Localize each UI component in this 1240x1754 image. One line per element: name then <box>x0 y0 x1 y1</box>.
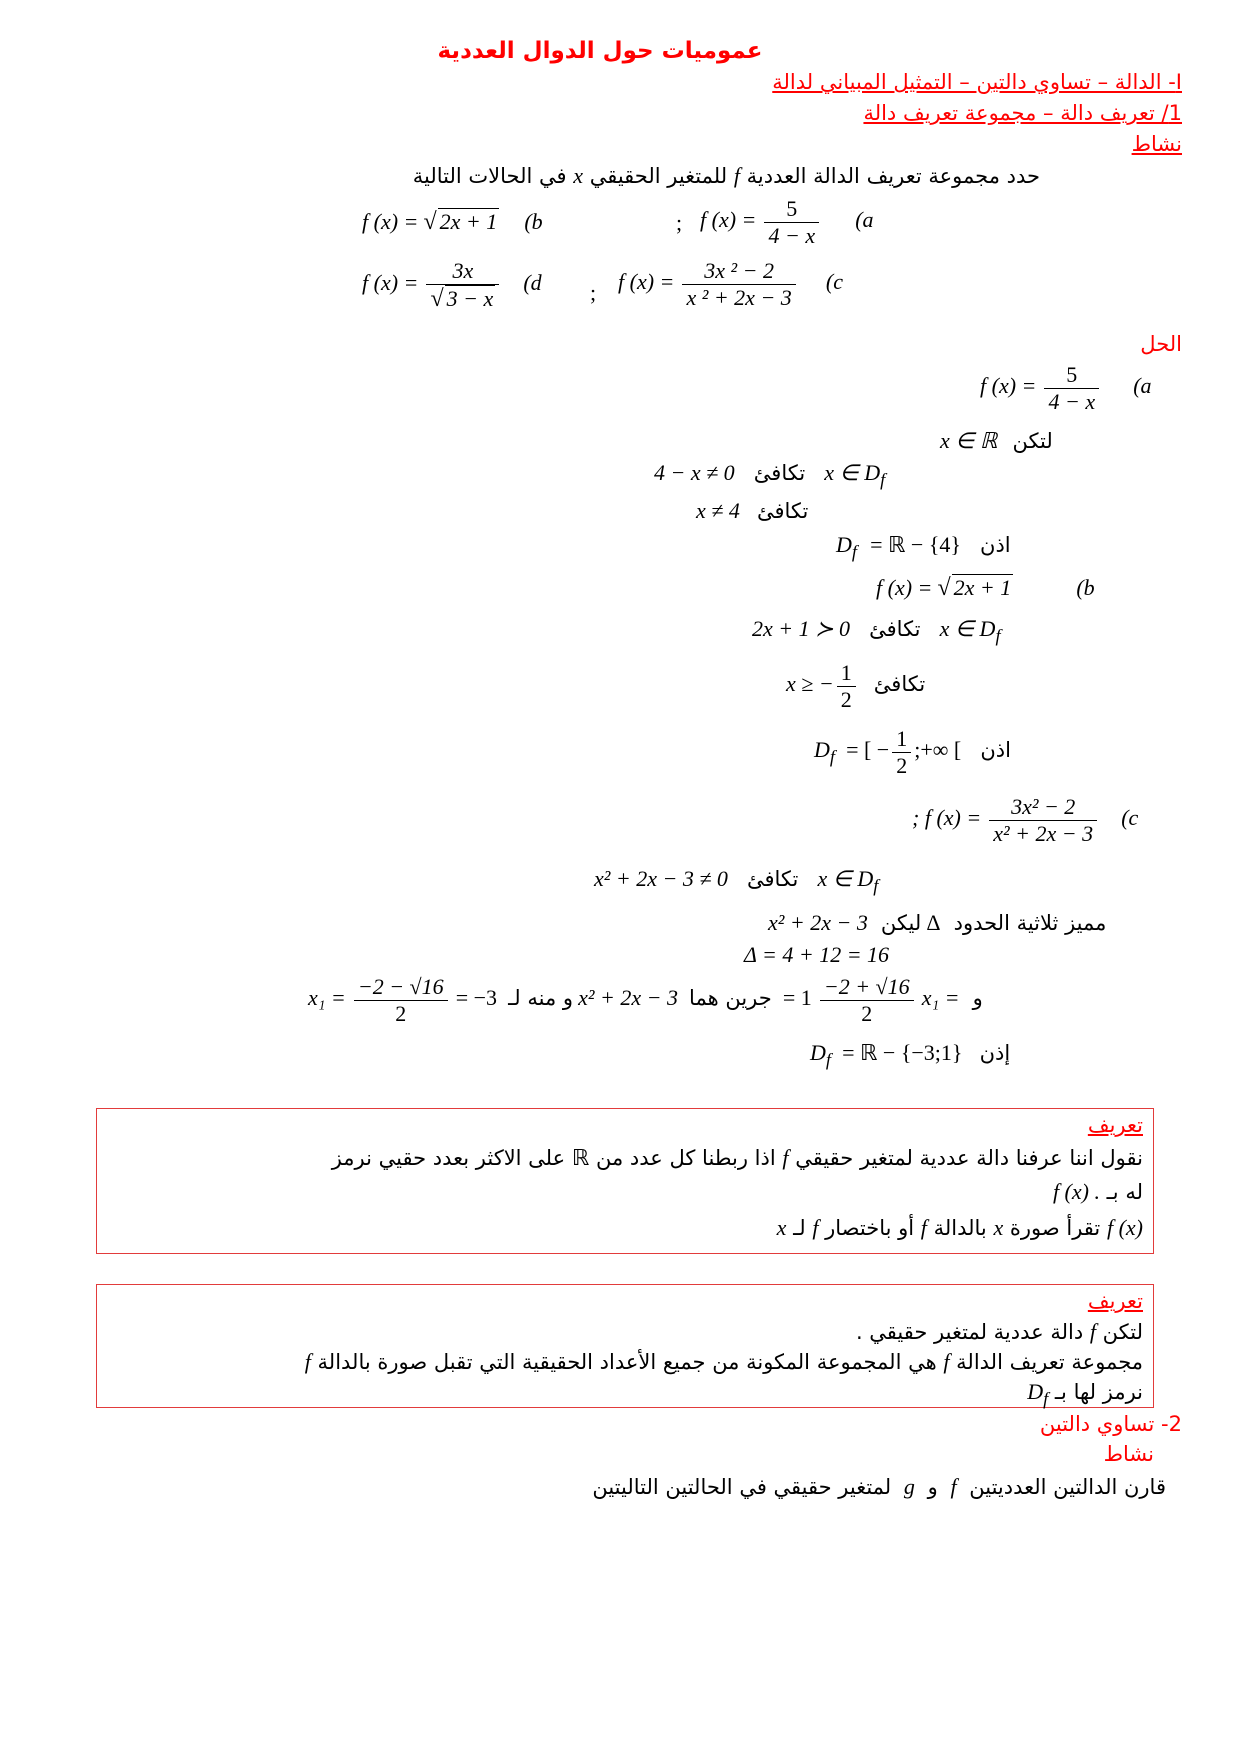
sol-b-result-num: 1 <box>896 726 908 751</box>
sol-b-equiv-word-2: تكافئ <box>873 672 926 696</box>
sol-c-den: x² + 2x − 3 <box>989 820 1097 847</box>
section-2-activity-label: نشاط <box>1103 1442 1154 1466</box>
sol-c-lhs: ; f (x) = <box>912 805 982 830</box>
def1-var-f: f <box>782 1145 789 1170</box>
definition-2-line-3 <box>1027 1379 1143 1409</box>
sol-a-cond1-left: x ∈ D <box>824 460 881 485</box>
sol-c-sub-f: f <box>873 875 879 896</box>
def2-line3-D: D <box>1027 1379 1044 1404</box>
section-1-heading: I- الدالة – تساوي دالتين – التمثيل المبياني لدالة <box>772 70 1182 94</box>
solution-b-definition: f (x) = √ 2x + 1 (b <box>876 575 1095 601</box>
def2-line1-b: دالة عددية لمتغير حقيقي . <box>855 1320 1084 1344</box>
prompt-text-a: حدد مجموعة تعريف الدالة العددية <box>746 164 1040 188</box>
sol-b-radicand: 2x + 1 <box>953 575 1012 600</box>
def1-line3-b: بالدالة <box>933 1216 987 1240</box>
sol-c-then-word: إذن <box>979 1041 1011 1065</box>
sol-c-result <box>810 1040 1010 1070</box>
sol-a-result-D: D <box>836 532 852 557</box>
def1-line3-expr: f (x) <box>1106 1215 1143 1240</box>
sol-a-result <box>836 532 1011 562</box>
item-a-label: (a <box>855 207 874 232</box>
sol-c-result-D: D <box>810 1040 826 1065</box>
definition-1-line-1 <box>332 1145 1143 1171</box>
sol-b-result-den: 2 <box>892 752 911 779</box>
sol-b-cond1-right: 2x + 1 ≻ 0 <box>752 616 851 641</box>
sol-b-result-rhs-a: = [ − <box>846 737 890 762</box>
def2-line1-a: لتكن <box>1102 1320 1143 1344</box>
s2-prompt-b: لمتغير حقيقي في الحالتين التاليتين <box>592 1475 892 1499</box>
item-d-label: (d <box>523 269 542 295</box>
item-c-den: x ² + 2x − 3 <box>682 284 795 311</box>
def1-line3-c: أو باختصار <box>825 1216 915 1240</box>
s2-var-f: f <box>950 1474 957 1499</box>
def2-line2-a: مجموعة تعريف الدالة <box>956 1350 1143 1374</box>
def1-var-x: x <box>993 1215 1004 1240</box>
sol-c-root1-num: −2 + √16 <box>823 974 910 999</box>
sol-b-then-word: اذن <box>980 738 1011 762</box>
item-separator-1: ; <box>676 210 683 235</box>
def2-line2-b: هي المجموعة المكونة من جميع الأعداد الحقيقية التي تقبل صورة بالدالة <box>317 1350 937 1374</box>
item-d-fraction: $\frac{3x}{√ 3 - x}$ <box>426 258 499 312</box>
s2-prompt-and: و <box>927 1475 938 1499</box>
sol-c-label: (c <box>1121 805 1139 830</box>
sol-b-result-D: D <box>814 737 830 762</box>
sol-c-delta-calc: Δ = 4 + 12 = 16 <box>744 942 890 967</box>
sol-c-root2-num: −2 − √16 <box>357 974 444 999</box>
definition-box-2 <box>96 1284 1154 1408</box>
definition-1-heading: تعريف <box>1087 1113 1143 1137</box>
sol-c-root1-lhs: x₁ = <box>921 985 960 1010</box>
def1-line2-expr: f (x) . <box>1052 1179 1100 1204</box>
subsection-1-heading: 1/ تعريف دالة – مجموعة تعريف دالة <box>863 101 1182 125</box>
sol-c-let-word: ليكن <box>880 911 922 935</box>
sol-c-equiv-word: تكافئ <box>746 867 799 891</box>
sol-c-delta-sym: Δ <box>926 910 941 935</box>
item-c-num: 3x ² − 2 <box>704 258 774 283</box>
item-c <box>618 258 843 311</box>
item-c-lhs: f (x) = <box>618 269 675 294</box>
section-2-heading: 2- تساوي دالتين <box>1039 1412 1182 1436</box>
sol-a-result-sub: f <box>851 541 857 562</box>
def2-line3-sub: f <box>1043 1388 1049 1409</box>
activity-label: نشاط <box>1131 132 1182 156</box>
sol-a-cond1-right: 4 − x ≠ 0 <box>654 460 735 485</box>
item-b-label: (b <box>524 209 543 234</box>
sol-b-lhs: f (x) = <box>876 575 933 600</box>
definition-2-heading: تعريف <box>1087 1289 1143 1313</box>
sol-a-result-rhs: = ℝ − {4} <box>870 532 961 557</box>
s2-prompt-a: قارن الدالتين العدديتين <box>969 1475 1166 1499</box>
sol-c-roots-line <box>308 974 991 1027</box>
sol-b-cond1 <box>752 616 1001 646</box>
item-a-num: 5 <box>786 196 798 221</box>
definition-1-line-2 <box>1053 1179 1143 1205</box>
sol-a-cond2 <box>696 498 808 524</box>
item-c-label: (c <box>825 269 843 294</box>
solution-c-definition <box>912 794 1138 847</box>
item-separator-2: ; <box>590 280 597 305</box>
item-a-lhs: f (x) = <box>700 207 757 232</box>
sol-a-cond2-expr: x ≠ 4 <box>696 498 740 523</box>
def1-var-f-2: f <box>920 1215 927 1240</box>
item-b-lhs: f (x) = <box>362 209 419 234</box>
item-b: f (x) = √ 2x + 1 (b <box>362 209 543 235</box>
prompt-text-c: في الحالات التالية <box>412 164 567 188</box>
def1-line1-c: على الاكثر بعدد حقيي نرمز <box>331 1146 566 1170</box>
def1-line1-a: نقول اننا عرفنا دالة عددية لمتغير حقيقي <box>795 1146 1143 1170</box>
sol-c-root1-den: 2 <box>820 1000 914 1027</box>
def1-line3-d: لـ <box>793 1216 806 1240</box>
sol-b-cond2-left: x ≥ − <box>786 671 834 696</box>
sol-b-cond2 <box>786 660 925 713</box>
def1-R: ℝ <box>571 1145 590 1170</box>
item-a-den: 4 − x <box>764 222 819 249</box>
sol-a-let-word: لتكن <box>1012 429 1053 453</box>
sol-b-result-rhs-b: ;+∞ [ <box>914 737 962 762</box>
sol-c-roots-mid: جرين هما <box>689 986 772 1010</box>
item-d-den-radicand: 3 − x <box>446 286 494 311</box>
sol-a-lhs: f (x) = <box>980 373 1037 398</box>
sol-c-and-word: و <box>972 986 983 1010</box>
def1-line3-a: تقرأ صورة <box>1009 1216 1101 1240</box>
definition-2-line-1 <box>856 1319 1143 1345</box>
sol-a-then-word: اذن <box>980 533 1011 557</box>
sol-c-root2-den: 2 <box>354 1000 448 1027</box>
section-2-prompt <box>592 1474 1166 1500</box>
item-d <box>362 258 542 312</box>
var-x: x <box>573 163 583 188</box>
item-a <box>700 196 874 249</box>
sol-b-result <box>814 726 1011 779</box>
sol-a-den: 4 − x <box>1044 388 1099 415</box>
sol-a-let-expr: x ∈ ℝ <box>940 428 998 453</box>
sol-a-equiv-word: تكافئ <box>753 461 806 485</box>
def2-line3-a: نرمز لها بـ <box>1054 1380 1143 1404</box>
sol-c-trinomial: x² + 2x − 3 <box>768 910 868 935</box>
sol-a-let <box>940 428 1053 454</box>
sol-c-cond1-right: x² + 2x − 3 ≠ 0 <box>594 866 728 891</box>
sol-c-root2-val: = −3 <box>455 985 498 1010</box>
item-b-radicand: 2x + 1 <box>439 209 498 234</box>
item-a-fraction <box>764 196 819 249</box>
sol-a-equiv-word-2: تكافئ <box>756 499 809 523</box>
sol-b-result-sub: f <box>829 746 835 767</box>
def1-line1-b: اذا ربطنا كل عدد من <box>595 1146 776 1170</box>
definition-2-line-2 <box>305 1349 1143 1375</box>
definition-1-line-3 <box>777 1215 1143 1241</box>
item-d-lhs: f (x) = <box>362 269 419 295</box>
def2-var-f-2: f <box>943 1349 950 1374</box>
sol-c-root2-lhs: x₁ = <box>308 985 346 1010</box>
sol-c-result-rhs: = ℝ − {−3;1} <box>842 1040 963 1065</box>
def1-line2-a: له بـ <box>1106 1180 1143 1204</box>
def2-var-f: f <box>1089 1319 1096 1344</box>
def1-var-f-3: f <box>812 1215 819 1240</box>
solution-a-definition <box>980 362 1152 415</box>
sol-a-num: 5 <box>1066 362 1078 387</box>
sol-c-delta-line <box>768 910 1114 936</box>
sol-c-trinomial-2: x² + 2x − 3 <box>578 985 678 1010</box>
sol-b-equiv-word: تكافئ <box>869 617 921 641</box>
sol-c-num: 3x² − 2 <box>1011 794 1076 819</box>
sol-b-label: (b <box>1076 575 1095 600</box>
def2-var-f-3: f <box>304 1349 311 1374</box>
sol-c-roots-prefix: و منه لـ <box>508 986 574 1010</box>
page-title: عموميات حول الدوال العددية <box>437 38 763 64</box>
sol-c-result-sub: f <box>825 1049 831 1070</box>
sol-c-root1-val: = 1 <box>782 985 812 1010</box>
prompt-text-b: للمتغير الحقيقي <box>589 164 728 188</box>
activity-prompt <box>413 163 1040 189</box>
sol-b-cond1-left: x ∈ D <box>939 616 996 641</box>
sol-b-sub-f: f <box>995 625 1001 646</box>
solution-label: الحل <box>1140 332 1182 356</box>
s2-var-g: g <box>903 1474 915 1499</box>
definition-box-1 <box>96 1108 1154 1254</box>
def1-var-x-2: x <box>776 1215 787 1240</box>
sol-b-cond2-num: 1 <box>840 660 852 685</box>
sol-a-label: (a <box>1133 373 1152 398</box>
sol-a-cond1 <box>654 460 885 490</box>
var-f: f <box>733 163 740 188</box>
sol-b-cond2-den: 2 <box>837 686 856 713</box>
sol-c-delta-text: مميز ثلاثية الحدود <box>953 911 1107 935</box>
sol-c-cond1 <box>594 866 878 896</box>
item-c-fraction <box>682 258 795 311</box>
item-d-num: 3x <box>452 258 474 283</box>
sol-a-sub-f: f <box>880 469 886 490</box>
sol-c-cond1-left: x ∈ D <box>817 866 874 891</box>
